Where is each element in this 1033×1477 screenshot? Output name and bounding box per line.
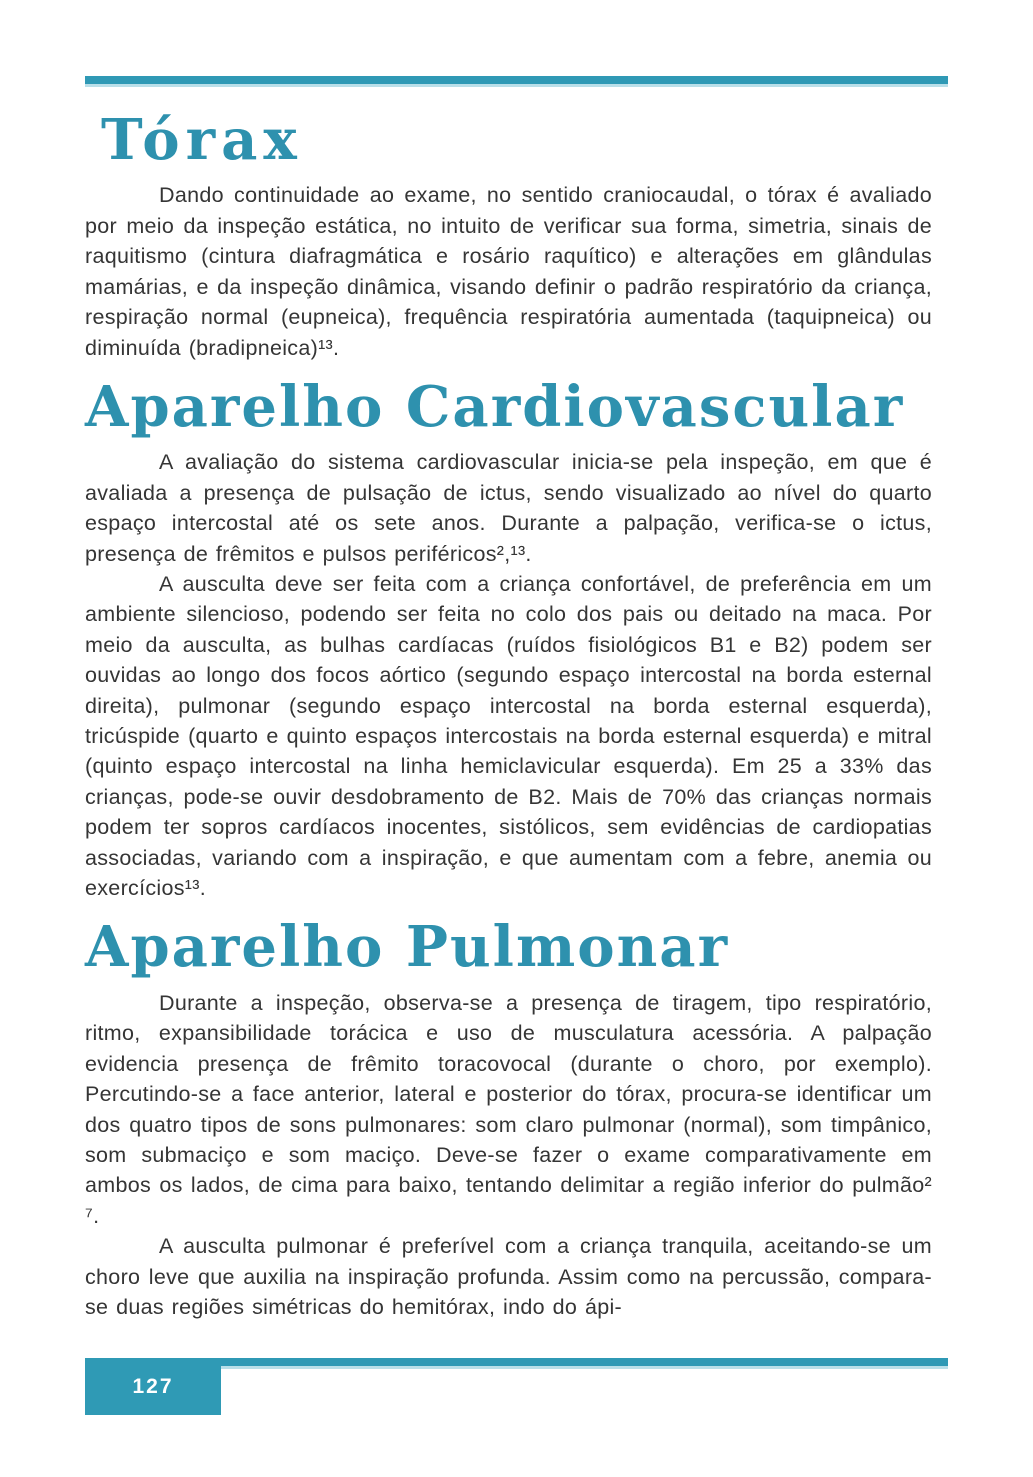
paragraph: A ausculta deve ser feita com a criança confortável, de preferência em um ambiente silencioso, podendo ser feita no colo dos pais ou deitado na maca. Por meio da ausculta, as bulhas cardíacas (ruídos fisiológicos B1 e B2) podem ser ouvidas ao longo dos focos aórtico (segundo espaço intercostal na borda esternal direita), pulmonar (segundo espaço intercostal na borda esternal esquerda), tricúspide (quarto e quinto espaços intercostais na borda esternal esquerda) e mitral (quinto espaço intercostal na linha hemiclavicular esquerda). Em 25 a 33% das crianças, pode-se ouvir desdobramento de B2. Mais de 70% das crianças normais podem ter sopros cardíacos inocentes, sistólicos, sem evidências de cardiopatias associadas, variando com a inspiração, e que aumentam com a febre, anemia ou exercícios¹³.: [85, 572, 932, 901]
page-content: [85, 96, 932, 1322]
paragraph: A ausculta pulmonar é preferível com a criança tranquila, aceitando-se um choro leve que auxilia na inspiração profunda. Assim como na percussão, compara-se duas regiões simétricas do hemitórax, indo do ápi-: [85, 1234, 932, 1319]
top-rule: [85, 76, 948, 87]
section-heading-torax: Tórax: [101, 107, 303, 173]
paragraph: A avaliação do sistema cardiovascular inicia-se pela inspeção, em que é avaliada a presença de pulsação de ictus, sendo visualizado ao nível do quarto espaço intercostal até os sete anos. Durante a palpação, verifica-se o ictus, presença de frêmitos e pulsos periféricos²,¹³.: [85, 450, 932, 566]
page-number: 127: [132, 1374, 174, 1398]
section-heading-aparelho-cardiovascular: Aparelho Cardiovascular: [85, 373, 905, 440]
section-heading-aparelho-pulmonar: Aparelho Pulmonar: [85, 914, 730, 981]
paragraph: Durante a inspeção, observa-se a presença de tiragem, tipo respiratório, ritmo, expansibilidade torácica e uso de musculatura acessória. A palpação evidencia presença de frêmito toracovocal (durante o choro, por exemplo). Percutindo-se a face anterior, lateral e posterior do tórax, procura-se identificar um dos quatro tipos de sons pulmonares: som claro pulmonar (normal), som timpânico, som submaciço e som maciço. Deve-se fazer o exame comparativamente em ambos os lados, de cima para baixo, tentando delimitar a região inferior do pulmão² ⁷.: [85, 990, 932, 1228]
page-number-badge: [85, 1358, 221, 1415]
paragraph: Dando continuidade ao exame, no sentido craniocaudal, o tórax é avaliado por meio da inspeção estática, no intuito de verificar sua forma, simetria, sinais de raquitismo (cintura diafragmática e rosário raquítico) e alterações em glândulas mamárias, e da inspeção dinâmica, visando definir o padrão respiratório da criança, respiração normal (eupneica), frequência respiratória aumentada (taquipneica) ou diminuída (bradipneica)¹³.: [85, 183, 932, 360]
